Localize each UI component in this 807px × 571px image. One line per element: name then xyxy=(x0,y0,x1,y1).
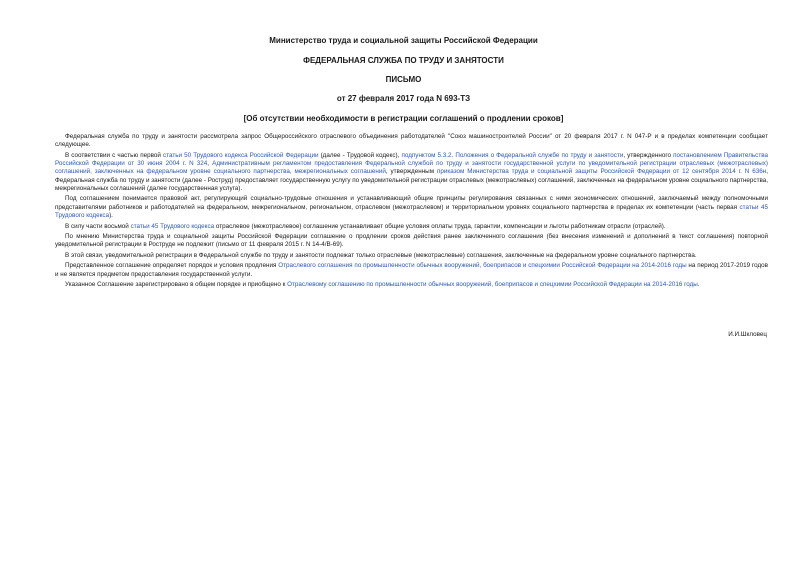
paragraph-3-text-2: ). xyxy=(109,212,113,220)
paragraph-3 xyxy=(55,195,768,220)
link-government-decree-324[interactable]: постановлением Правительства Российской Федерации от 30 июня 2004 г. N 324 xyxy=(55,151,768,168)
paragraph-2-text-6: , Федеральная служба по труду и занятости (далее - Роструд) предоставляет государственную услугу по уведомительной регистрации отраслевых (межотраслевых) соглашений, заключенных на федеральном уровне социального партнерства, межрегиональных соглашений (далее государственная услуга). xyxy=(55,168,768,192)
paragraph-7 xyxy=(55,262,768,279)
paragraph-3-text-1: Под соглашением понимается правовой акт, регулирующий социально-трудовые отношения и устанавливающий общие принципы регулирования связанных с ними экономических отношений, заключаемый между полномочными представителями работников и работодателей на федеральном, межрегиональном, региональном, отраслевом (межотраслевом) и территориальном уровнях социального партнерства в пределах их компетенции (часть первая xyxy=(55,195,768,211)
paragraph-2-text-2: (далее - Трудовой кодекс), xyxy=(318,151,402,159)
link-mintrud-order-636n[interactable]: приказом Министерства труда и социальной защиты Российской Федерации от 12 сентября 2014 г. N 636н xyxy=(436,168,767,176)
paragraph-8-text-2: . xyxy=(697,281,700,289)
document-subject: [Об отсутствии необходимости в регистрации соглашений о продлении сроков] xyxy=(243,114,564,123)
paragraph-8-text-1: Указанное Соглашение зарегистрировано в общем порядке и приобщено к xyxy=(65,281,288,289)
paragraph-2-text-3: , утвержденного xyxy=(623,151,674,159)
link-industry-agreement-2014-2016[interactable]: Отраслевого соглашения по промышленности обычных вооружений, боеприпасов и спецхимии Российской Федерации на 2014-2016 годы xyxy=(278,262,687,270)
paragraph-2-text-4: , xyxy=(207,160,213,168)
document-body xyxy=(55,133,768,292)
paragraph-2-text-1: В соответствии с частью первой xyxy=(65,151,164,159)
link-administrative-regulation[interactable]: Административным регламентом предоставления Федеральной службой по труду и занятости государственной услуги по уведомительной регистрации отраслевых (межотраслевых) соглашений, заключенных на федеральном уровне социального партнерства, межрегиональных соглашений xyxy=(55,160,769,176)
paragraph-1: Федеральная служба по труду и занятости рассмотрела запрос Общероссийского отраслевого объединения работодателей "Союз машиностроителей России" от 20 февраля 2017 г. N 047-Р и в пределах компетенции сообщает следующее. xyxy=(55,133,768,149)
document-type: ПИСЬМО xyxy=(385,75,422,84)
link-labor-code-art-45[interactable]: статьи 45 Трудового кодекса xyxy=(55,203,768,220)
link-industry-agreement-2014-2016-2[interactable]: Отраслевому соглашению по промышленности обычных вооружений, боеприпасов и спецхимии Российской Федерации на 2014-2016 годы xyxy=(287,281,698,289)
paragraph-4-text-2: отраслевое (межотраслевое) соглашение устанавливает общие условия оплаты труда, гарантии, компенсации и льготы работникам отрасли (отраслей). xyxy=(214,222,666,230)
signature: И.И.Шкловец xyxy=(728,331,767,338)
paragraph-7-text-2: на период 2017-2019 годов и не является предметом предоставления государственной услуги. xyxy=(55,262,768,278)
document-date-number: от 27 февраля 2017 года N 693-ТЗ xyxy=(336,94,471,103)
link-labor-code-art-45-part-8[interactable]: статьи 45 Трудового кодекса xyxy=(130,222,215,230)
paragraph-8 xyxy=(55,281,768,289)
link-labor-code-art-50[interactable]: статьи 50 Трудового кодекса Российской Федерации xyxy=(163,151,319,159)
link-rostrud-regulation-5-3-2[interactable]: подпунктом 5.3.2. Положения о Федеральной службе по труду и занятости xyxy=(401,151,624,159)
paragraph-2-text-5: , утвержденным xyxy=(385,168,437,176)
paragraph-5: По мнению Министерства труда и социальной защиты Российской Федерации соглашение о продлении сроков действия ранее заключенного соглашения (без внесения изменений и дополнений в текст соглашения) повторной уведомительной регистрации в Роструде не подлежит (письмо от 11 февраля 2015 г. N 14-4/В-69). xyxy=(55,233,768,249)
paragraph-2 xyxy=(55,152,768,193)
paragraph-4 xyxy=(55,223,768,231)
paragraph-4-text-1: В силу части восьмой xyxy=(65,222,131,230)
paragraph-7-text-1: Представленное соглашение определяет порядок и условия продления xyxy=(65,262,279,270)
service-title: ФЕДЕРАЛЬНАЯ СЛУЖБА ПО ТРУДУ И ЗАНЯТОСТИ xyxy=(303,56,504,65)
paragraph-6: В этой связи, уведомительной регистрации в Федеральной службе по труду и занятости подлежат только отраслевые (межотраслевые) соглашения, заключенные на федеральном уровне социального партнерства. xyxy=(65,251,697,259)
ministry-title: Министерство труда и социальной защиты Российской Федерации xyxy=(269,36,538,45)
